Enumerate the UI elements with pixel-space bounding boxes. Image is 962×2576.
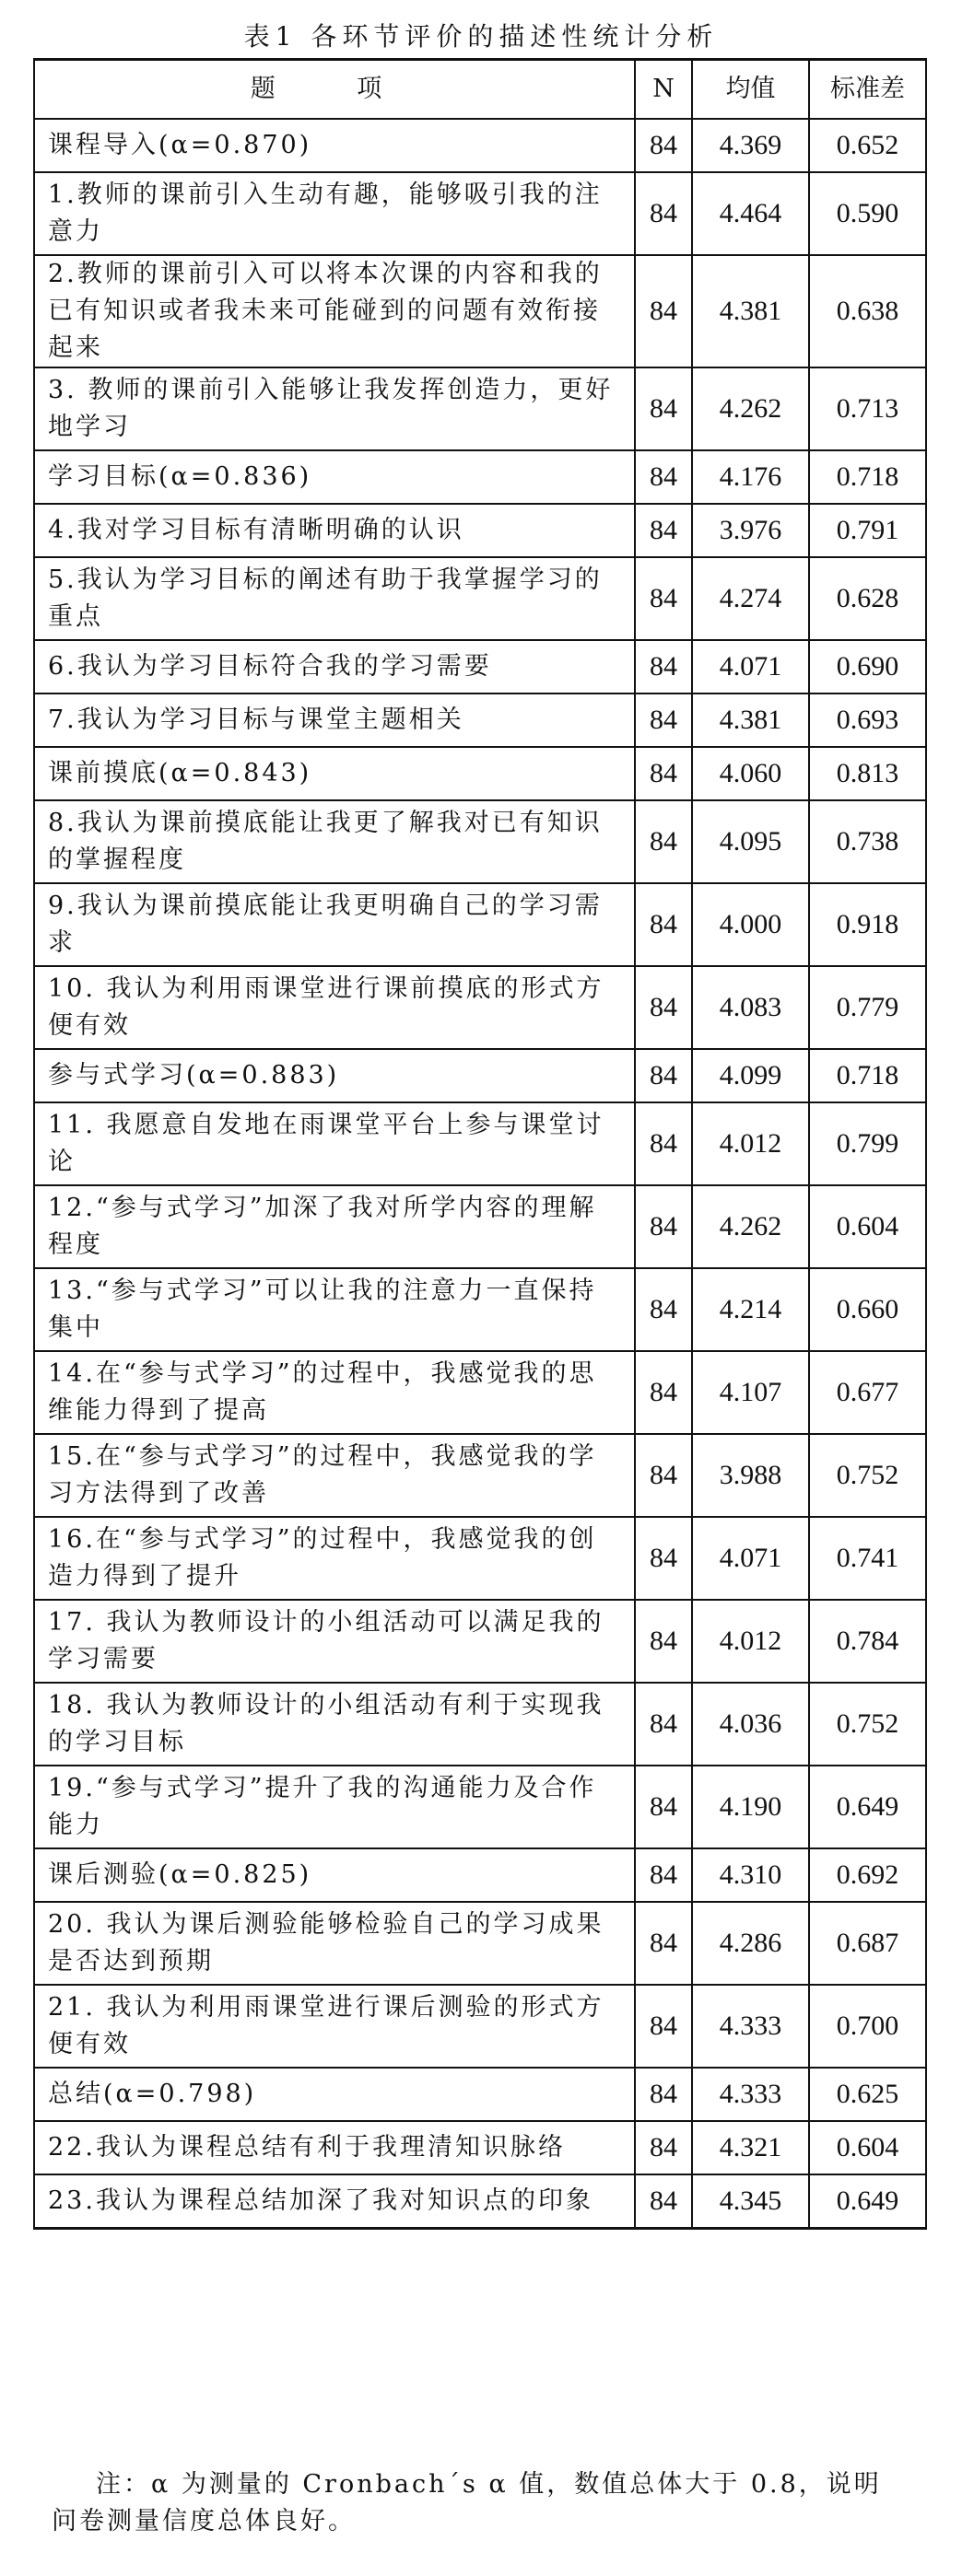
row-n: 84 [635, 1049, 692, 1102]
row-mean: 4.095 [692, 800, 809, 883]
row-mean: 4.012 [692, 1102, 809, 1185]
row-item: 10. 我认为利用雨课堂进行课前摸底的形式方便有效 [34, 966, 635, 1049]
row-item: 2.教师的课前引入可以将本次课的内容和我的已有知识或者我未来可能碰到的问题有效衔接起来 [34, 255, 635, 367]
row-item: 5.我认为学习目标的阐述有助于我掌握学习的重点 [34, 557, 635, 640]
row-mean: 4.036 [692, 1683, 809, 1766]
row-item: 22.我认为课程总结有利于我理清知识脉络 [34, 2121, 635, 2174]
row-sd: 0.718 [809, 450, 926, 504]
row-item: 学习目标(α=0.836) [34, 450, 635, 504]
row-mean: 4.464 [692, 172, 809, 255]
table-row [34, 966, 926, 1049]
row-sd: 0.677 [809, 1351, 926, 1434]
row-sd: 0.738 [809, 800, 926, 883]
table-row [34, 800, 926, 883]
table-row [34, 1351, 926, 1434]
row-n: 84 [635, 172, 692, 255]
row-mean: 4.071 [692, 640, 809, 694]
row-item: 1.教师的课前引入生动有趣，能够吸引我的注意力 [34, 172, 635, 255]
row-sd: 0.918 [809, 883, 926, 966]
row-mean: 4.262 [692, 1185, 809, 1268]
row-item: 13.“参与式学习”可以让我的注意力一直保持集中 [34, 1268, 635, 1351]
table-row [34, 1683, 926, 1766]
row-item: 23.我认为课程总结加深了我对知识点的印象 [34, 2174, 635, 2229]
table-row [34, 1848, 926, 1902]
table-row [34, 1766, 926, 1848]
row-mean: 3.976 [692, 504, 809, 557]
row-mean: 3.988 [692, 1434, 809, 1517]
row-n: 84 [635, 2174, 692, 2229]
table-row [34, 1102, 926, 1185]
row-n: 84 [635, 450, 692, 504]
row-sd: 0.713 [809, 367, 926, 450]
row-item: 12.“参与式学习”加深了我对所学内容的理解程度 [34, 1185, 635, 1268]
row-sd: 0.692 [809, 1848, 926, 1902]
row-item: 21. 我认为利用雨课堂进行课后测验的形式方便有效 [34, 1985, 635, 2068]
row-sd: 0.693 [809, 694, 926, 747]
row-mean: 4.333 [692, 1985, 809, 2068]
row-sd: 0.638 [809, 255, 926, 367]
table-row [34, 172, 926, 255]
header-mean: 均值 [692, 60, 809, 120]
header-sd: 标准差 [809, 60, 926, 120]
note-line-2: 问卷测量信度总体良好。 [52, 2507, 356, 2535]
row-n: 84 [635, 1185, 692, 1268]
row-n: 84 [635, 1434, 692, 1517]
row-sd: 0.791 [809, 504, 926, 557]
table-row [34, 2174, 926, 2229]
row-item: 9.我认为课前摸底能让我更明确自己的学习需求 [34, 883, 635, 966]
row-sd: 0.687 [809, 1902, 926, 1985]
row-item: 7.我认为学习目标与课堂主题相关 [34, 694, 635, 747]
table-note [52, 2466, 925, 2540]
row-item: 课前摸底(α=0.843) [34, 747, 635, 800]
row-mean: 4.274 [692, 557, 809, 640]
table-row [34, 1434, 926, 1517]
row-mean: 4.321 [692, 2121, 809, 2174]
table-row [34, 1268, 926, 1351]
row-item: 15.在“参与式学习”的过程中，我感觉我的学习方法得到了改善 [34, 1434, 635, 1517]
row-n: 84 [635, 1517, 692, 1600]
header-n: N [635, 60, 692, 120]
row-item: 6.我认为学习目标符合我的学习需要 [34, 640, 635, 694]
row-n: 84 [635, 1600, 692, 1683]
row-mean: 4.107 [692, 1351, 809, 1434]
row-n: 84 [635, 255, 692, 367]
row-mean: 4.345 [692, 2174, 809, 2229]
statistics-table [33, 58, 927, 2230]
row-mean: 4.262 [692, 367, 809, 450]
row-item: 20. 我认为课后测验能够检验自己的学习成果是否达到预期 [34, 1902, 635, 1985]
note-line-1: 注：α 为测量的 Cronbach´s α 值，数值总体大于 0.8，说明 [96, 2470, 882, 2499]
table-row [34, 450, 926, 504]
row-sd: 0.649 [809, 1766, 926, 1848]
row-sd: 0.752 [809, 1683, 926, 1766]
header-item: 题 项 [34, 60, 635, 120]
row-item: 课后测验(α=0.825) [34, 1848, 635, 1902]
table-row [34, 1600, 926, 1683]
row-sd: 0.690 [809, 640, 926, 694]
table-row [34, 119, 926, 172]
row-sd: 0.779 [809, 966, 926, 1049]
row-mean: 4.012 [692, 1600, 809, 1683]
row-n: 84 [635, 557, 692, 640]
row-item: 11. 我愿意自发地在雨课堂平台上参与课堂讨论 [34, 1102, 635, 1185]
table-row [34, 2068, 926, 2121]
table-row [34, 694, 926, 747]
row-mean: 4.286 [692, 1902, 809, 1985]
row-sd: 0.590 [809, 172, 926, 255]
header-row [34, 60, 926, 120]
row-item: 4.我对学习目标有清晰明确的认识 [34, 504, 635, 557]
row-n: 84 [635, 119, 692, 172]
row-mean: 4.099 [692, 1049, 809, 1102]
row-n: 84 [635, 367, 692, 450]
row-sd: 0.649 [809, 2174, 926, 2229]
row-n: 84 [635, 1902, 692, 1985]
row-item: 18. 我认为教师设计的小组活动有利于实现我的学习目标 [34, 1683, 635, 1766]
row-item: 3. 教师的课前引入能够让我发挥创造力，更好地学习 [34, 367, 635, 450]
row-item: 8.我认为课前摸底能让我更了解我对已有知识的掌握程度 [34, 800, 635, 883]
table-caption: 表1 各环节评价的描述性统计分析 [243, 21, 719, 52]
row-mean: 4.083 [692, 966, 809, 1049]
table-row [34, 640, 926, 694]
table-row [34, 255, 926, 367]
row-item: 17. 我认为教师设计的小组活动可以满足我的学习需要 [34, 1600, 635, 1683]
row-n: 84 [635, 1351, 692, 1434]
table-row [34, 1049, 926, 1102]
row-mean: 4.071 [692, 1517, 809, 1600]
row-item: 参与式学习(α=0.883) [34, 1049, 635, 1102]
row-mean: 4.381 [692, 255, 809, 367]
row-sd: 0.718 [809, 1049, 926, 1102]
table-row [34, 367, 926, 450]
row-sd: 0.741 [809, 1517, 926, 1600]
table-row [34, 883, 926, 966]
row-n: 84 [635, 504, 692, 557]
row-sd: 0.652 [809, 119, 926, 172]
row-n: 84 [635, 1848, 692, 1902]
table-row [34, 557, 926, 640]
row-mean: 4.333 [692, 2068, 809, 2121]
row-mean: 4.381 [692, 694, 809, 747]
row-mean: 4.214 [692, 1268, 809, 1351]
row-n: 84 [635, 800, 692, 883]
row-sd: 0.700 [809, 1985, 926, 2068]
row-mean: 4.000 [692, 883, 809, 966]
row-n: 84 [635, 2121, 692, 2174]
row-sd: 0.784 [809, 1600, 926, 1683]
row-n: 84 [635, 1985, 692, 2068]
row-n: 84 [635, 640, 692, 694]
row-n: 84 [635, 1766, 692, 1848]
table-row [34, 2121, 926, 2174]
row-n: 84 [635, 1683, 692, 1766]
row-n: 84 [635, 966, 692, 1049]
table-row [34, 747, 926, 800]
table-row [34, 1185, 926, 1268]
row-item: 14.在“参与式学习”的过程中，我感觉我的思维能力得到了提高 [34, 1351, 635, 1434]
table-row [34, 504, 926, 557]
row-mean: 4.060 [692, 747, 809, 800]
table-row [34, 1985, 926, 2068]
row-sd: 0.628 [809, 557, 926, 640]
row-sd: 0.799 [809, 1102, 926, 1185]
row-sd: 0.752 [809, 1434, 926, 1517]
row-n: 84 [635, 2068, 692, 2121]
row-mean: 4.310 [692, 1848, 809, 1902]
row-n: 84 [635, 883, 692, 966]
row-item: 课程导入(α=0.870) [34, 119, 635, 172]
row-sd: 0.604 [809, 1185, 926, 1268]
row-n: 84 [635, 747, 692, 800]
row-sd: 0.625 [809, 2068, 926, 2121]
row-item: 19.“参与式学习”提升了我的沟通能力及合作能力 [34, 1766, 635, 1848]
row-sd: 0.813 [809, 747, 926, 800]
row-sd: 0.660 [809, 1268, 926, 1351]
row-item: 16.在“参与式学习”的过程中，我感觉我的创造力得到了提升 [34, 1517, 635, 1600]
row-mean: 4.369 [692, 119, 809, 172]
row-n: 84 [635, 694, 692, 747]
row-sd: 0.604 [809, 2121, 926, 2174]
table-row [34, 1902, 926, 1985]
table-row [34, 1517, 926, 1600]
row-item: 总结(α=0.798) [34, 2068, 635, 2121]
row-mean: 4.176 [692, 450, 809, 504]
row-n: 84 [635, 1268, 692, 1351]
row-mean: 4.190 [692, 1766, 809, 1848]
row-n: 84 [635, 1102, 692, 1185]
